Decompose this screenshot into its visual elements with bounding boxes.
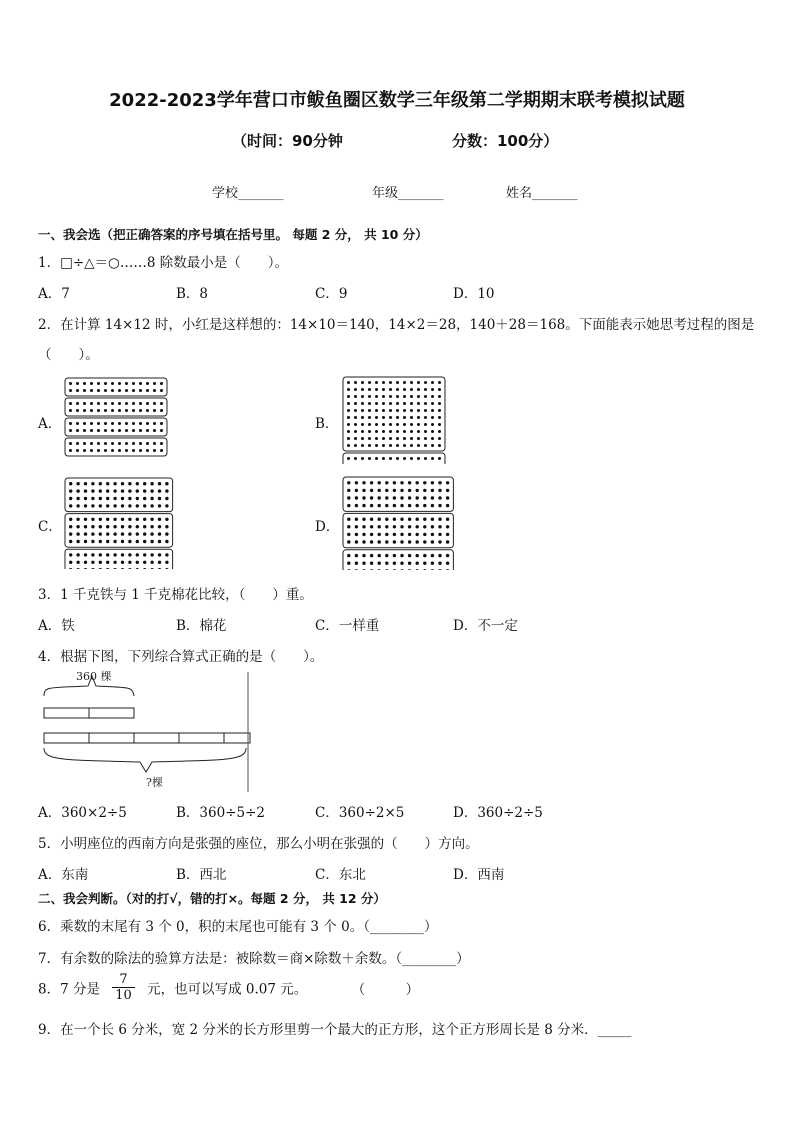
q4-bottom-brace	[44, 748, 246, 772]
q2-label-b: B．	[315, 416, 339, 432]
grade-field: 年级_______	[372, 186, 444, 201]
q5-text: 5．小明座位的西南方向是张强的座位，那么小明在张强的（ ）方向。	[38, 836, 479, 852]
q4-option-d: D．360÷2÷5	[453, 805, 543, 821]
q1-option-a: A．7	[38, 286, 70, 302]
school-field: 学校_______	[212, 186, 284, 201]
q2-label-d: D．	[315, 519, 340, 535]
dot-block	[343, 513, 453, 547]
dot-block	[343, 377, 445, 451]
q4-text: 4．根据下图，下列综合算式正确的是（ ）。	[38, 649, 324, 665]
dot-block	[343, 550, 453, 570]
q3-option-c: C．一样重	[315, 618, 380, 634]
q3-option-b: B．棉花	[176, 618, 227, 634]
q3-option-d: D．不一定	[453, 618, 518, 634]
exam-time: （时间：90分钟	[232, 132, 343, 150]
q1-text: 1．□÷△＝○……8 除数最小是（ ）。	[38, 255, 288, 271]
q1-option-d: D．10	[453, 286, 495, 302]
q2-figure-d	[342, 476, 458, 570]
q5-option-d: D．西南	[453, 867, 505, 883]
q3-option-a: A．铁	[38, 618, 75, 634]
q4-top-label: 360 棵	[76, 670, 112, 683]
exam-score: 分数：100分）	[452, 132, 559, 150]
dot-block	[65, 478, 173, 512]
q8-fraction	[112, 972, 135, 1003]
q8-denominator: 10	[115, 988, 132, 1003]
q1-option-b: B．8	[176, 286, 209, 302]
q2-text: 2．在计算 14×12 时，小红是这样想的：14×10＝140，14×2＝28，140＋28＝168。下面能表示她思考过程的图是	[38, 317, 755, 333]
q5-option-c: C．东北	[315, 867, 366, 883]
dot-block	[343, 453, 445, 464]
dot-block	[65, 438, 167, 456]
dot-block	[65, 398, 167, 416]
q8-suffix: 元，也可以写成 0.07 元。	[147, 981, 308, 998]
dot-block	[343, 477, 453, 511]
dot-block	[65, 549, 173, 569]
q4-option-b: B．360÷5÷2	[176, 805, 265, 821]
q8-numerator: 7	[112, 972, 135, 988]
dot-block	[65, 378, 167, 396]
exam-title: 2022-2023学年营口市鲅鱼圈区数学三年级第二学期期末联考模拟试题	[109, 90, 685, 111]
q2-label-c: C．	[38, 519, 62, 535]
q5-option-b: B．西北	[176, 867, 227, 883]
q8-line	[38, 972, 419, 1003]
q2-figure-b	[342, 376, 450, 464]
q7-text: 7．有余数的除法的验算方法是：被除数＝商×除数＋余数。（________）	[38, 951, 470, 967]
q4-bottom-label: ?棵	[146, 776, 163, 789]
q2-text-cont: （ ）。	[38, 347, 99, 363]
q2-figure-c	[64, 477, 176, 569]
q1-option-c: C．9	[315, 286, 348, 302]
q4-segment-diagram	[40, 668, 254, 792]
name-field: 姓名_______	[506, 186, 578, 201]
q9-text: 9．在一个长 6 分米，宽 2 分米的长方形里剪一个最大的正方形，这个正方形周长是 8 分米．_____	[38, 1022, 632, 1038]
q5-option-a: A．东南	[38, 867, 89, 883]
section1-heading: 一、我会选（把正确答案的序号填在括号里。 每题 2 分， 共 10 分）	[38, 227, 428, 242]
q2-figure-a	[64, 377, 170, 461]
q3-text: 3．1 千克铁与 1 千克棉花比较，（ ）重。	[38, 587, 313, 603]
dot-block	[65, 514, 173, 548]
q4-option-c: C．360÷2×5	[315, 805, 405, 821]
q4-option-a: A．360×2÷5	[38, 805, 127, 821]
q8-prefix: 8．7 分是	[38, 981, 100, 998]
q2-label-a: A．	[38, 416, 62, 432]
q6-text: 6．乘数的末尾有 3 个 0，积的末尾也可能有 3 个 0。（________）	[38, 919, 438, 935]
q8-blank: （ ）	[351, 981, 420, 998]
q4-bottom-bar	[44, 733, 250, 743]
section2-heading: 二、我会判断。（对的打√，错的打×。每题 2 分， 共 12 分）	[38, 891, 386, 906]
dot-block	[65, 418, 167, 436]
